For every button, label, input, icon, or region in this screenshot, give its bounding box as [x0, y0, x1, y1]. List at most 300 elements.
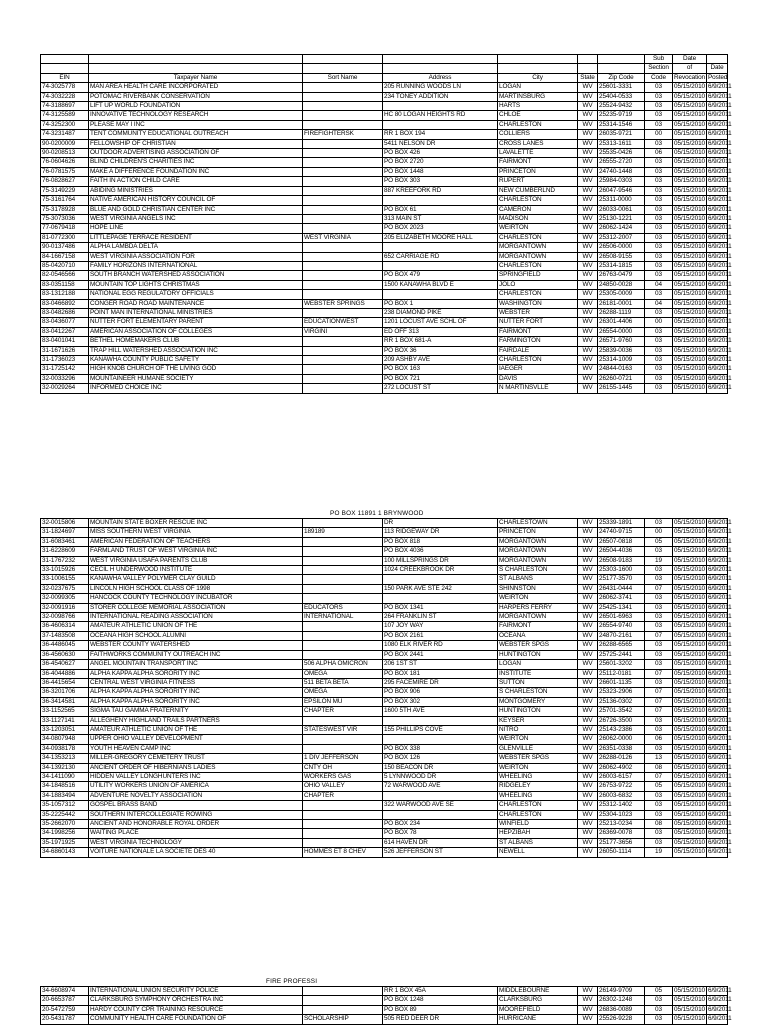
cell-taxpayer-name: ADVENTURE NOVELTY ASSOCIATION — [89, 791, 303, 800]
cell-ein: 20-5431787 — [41, 1015, 89, 1024]
table-row — [41, 678, 728, 687]
cell-address — [383, 810, 498, 819]
cell-ein: 36-4540627 — [41, 660, 89, 669]
cell-posted-date: 6/9/2011 — [708, 120, 732, 128]
cell-state: WV — [578, 669, 598, 678]
cell-revocation-date: 05/15/2010 — [674, 102, 705, 110]
cell-sort-name: EPSILON MU — [303, 697, 383, 706]
table-row — [41, 280, 728, 289]
cell-posted-date: 6/9/2011 — [708, 308, 732, 316]
cell-address: 5 LYNNWOOD DR — [383, 772, 498, 781]
cell-posted-date: 6/9/2011 — [708, 707, 732, 715]
cell-zip-code: 24870-2161 — [598, 631, 645, 640]
cell-ein: 74-3025778 — [41, 83, 89, 92]
cell-taxpayer-name: ALPHA KAPPA ALPHA SORORITY INC — [89, 669, 303, 678]
cell-state: WV — [578, 810, 598, 819]
cell-sort-name — [303, 566, 383, 575]
cell-taxpayer-name: AMATEUR ATHLETIC UNION OF THE — [89, 725, 303, 734]
cell-taxpayer-name: LITTLEPAGE TERRACE RESIDENT — [89, 233, 303, 242]
cell-code: 03 — [645, 374, 673, 383]
cell-ein: 31-1824697 — [41, 528, 89, 537]
cell-city: WASHINGTON — [498, 299, 578, 308]
cell-state: WV — [578, 83, 598, 92]
cell-zip-code: 25404-0533 — [598, 92, 645, 101]
cell-posted-date: 6/9/2011 — [708, 252, 732, 260]
cell-address: PO BOX 4036 — [383, 547, 498, 556]
cell-zip-code: 26506-0000 — [598, 243, 645, 252]
cell-sort-name — [303, 594, 383, 603]
cell-city: HARPERS FERRY — [498, 603, 578, 612]
cell-address: 234 TONEY ADDITION — [383, 92, 498, 101]
cell-taxpayer-name: ANCIENT ORDER OF HIBERNIANS LADIES — [89, 763, 303, 772]
cell-address: 614 HAVEN DR — [383, 838, 498, 847]
cell-ein: 83-0482686 — [41, 308, 89, 317]
cell-city: NUTTER FORT — [498, 318, 578, 327]
cell-sort-name: OHIO VALLEY — [303, 782, 383, 791]
cell-ein: 74-3231487 — [41, 130, 89, 139]
cell-revocation-date: 05/15/2010 — [674, 318, 705, 326]
cell-address: 205 RUNNING WOODS LN — [383, 83, 498, 92]
cell-taxpayer-name: FELLOWSHIP OF CHRISTIAN — [89, 139, 303, 148]
cell-ein: 83-0412267 — [41, 327, 89, 336]
cell-address: 887 KREEFORK RD — [383, 186, 498, 195]
cell-state: WV — [578, 566, 598, 575]
cell-taxpayer-name: MISS SOUTHERN WEST VIRGINIA — [89, 528, 303, 537]
cell-state: WV — [578, 996, 598, 1005]
cell-ein: 34-1998256 — [41, 829, 89, 838]
cell-posted-date: 6/9/2011 — [708, 139, 732, 147]
cell-posted-date: 6/9/2011 — [708, 594, 732, 602]
header-date2: Date — [707, 64, 728, 73]
cell-state: WV — [578, 1015, 598, 1024]
cell-ein: 84-1667158 — [41, 252, 89, 261]
cell-sort-name — [303, 575, 383, 584]
cell-ein: 32-0098766 — [41, 613, 89, 622]
cell-revocation-date: 05/15/2010 — [674, 594, 705, 602]
cell-posted-date: 6/9/2011 — [708, 365, 732, 373]
cell-ein: 81-0772300 — [41, 233, 89, 242]
cell-zip-code: 26601-1135 — [598, 678, 645, 687]
cell-ein: 36-3201706 — [41, 688, 89, 697]
cell-address: PO BOX 181 — [383, 669, 498, 678]
cell-state: WV — [578, 214, 598, 223]
cell-city: SPRINGFIELD — [498, 271, 578, 280]
cell-address: PO BOX 426 — [383, 149, 498, 158]
cell-zip-code: 26351-0338 — [598, 744, 645, 753]
cell-revocation-date: 05/15/2010 — [674, 697, 705, 705]
cell-code: 03 — [645, 810, 673, 819]
cell-revocation-date: 05/15/2010 — [674, 603, 705, 611]
table-row — [41, 996, 728, 1005]
cell-code: 06 — [645, 735, 673, 744]
cell-address: PO BOX 1248 — [383, 996, 498, 1005]
table-row — [41, 763, 728, 772]
cell-ein: 34-6860143 — [41, 848, 89, 857]
table-row — [41, 196, 728, 205]
cell-posted-date: 6/9/2011 — [708, 575, 732, 583]
cell-city: MORGANTOWN — [498, 252, 578, 261]
cell-taxpayer-name: SOUTHERN INTERCOLLEGIATE ROWING — [89, 810, 303, 819]
cell-taxpayer-name: AMATEUR ATHLETIC UNION OF THE — [89, 622, 303, 631]
cell-zip-code: 25725-2441 — [598, 650, 645, 659]
cell-sort-name — [303, 186, 383, 195]
cell-sort-name — [303, 158, 383, 167]
cell-ein: 83-0351158 — [41, 280, 89, 289]
cell-code: 03 — [645, 102, 673, 111]
cell-ein: 20-6653787 — [41, 996, 89, 1005]
cell-zip-code: 25136-0302 — [598, 697, 645, 706]
cell-ein: 31-1736023 — [41, 356, 89, 365]
cell-address: PO BOX 302 — [383, 697, 498, 706]
cell-revocation-date: 05/15/2010 — [674, 537, 705, 545]
cell-zip-code: 26508-9155 — [598, 252, 645, 261]
cell-revocation-date: 05/15/2010 — [674, 519, 705, 526]
cell-state: WV — [578, 763, 598, 772]
cell-ein: 34-1392130 — [41, 763, 89, 772]
cell-code: 07 — [645, 707, 673, 716]
table-row — [41, 987, 728, 996]
cell-city: OCEANA — [498, 631, 578, 640]
cell-taxpayer-name: BLIND CHILDREN'S CHARITIES INC — [89, 158, 303, 167]
cell-state: WV — [578, 252, 598, 261]
cell-state: WV — [578, 678, 598, 687]
cell-revocation-date: 05/15/2010 — [674, 120, 705, 128]
table-row — [41, 299, 728, 308]
cell-revocation-date: 05/15/2010 — [674, 337, 705, 345]
cell-ein: 20-5472759 — [41, 1005, 89, 1014]
table-row — [41, 1005, 728, 1014]
cell-revocation-date: 05/15/2010 — [674, 782, 705, 790]
cell-taxpayer-name: INTERNATIONAL READING ASSOCIATION — [89, 613, 303, 622]
cell-zip-code: 25177-3570 — [598, 575, 645, 584]
table-row — [41, 801, 728, 810]
table-row — [41, 735, 728, 744]
cell-sort-name: STATESWEST VIR — [303, 725, 383, 734]
cell-ein: 76-0604626 — [41, 158, 89, 167]
cell-ein: 76-0828627 — [41, 177, 89, 186]
cell-sort-name — [303, 252, 383, 261]
cell-state: WV — [578, 641, 598, 650]
cell-address — [383, 120, 498, 129]
cell-revocation-date: 05/15/2010 — [674, 575, 705, 583]
cell-state: WV — [578, 688, 598, 697]
cell-ein: 36-3414581 — [41, 697, 89, 706]
table-row — [41, 660, 728, 669]
cell-address: PO BOX 1341 — [383, 603, 498, 612]
table-row — [41, 566, 728, 575]
cell-ein: 33-1152565 — [41, 707, 89, 716]
cell-posted-date: 6/9/2011 — [708, 205, 732, 213]
table-row — [41, 848, 728, 857]
cell-city: LAVALETTE — [498, 149, 578, 158]
cell-code: 19 — [645, 848, 673, 857]
cell-zip-code: 26507-0818 — [598, 537, 645, 546]
cell-sort-name: WEBSTER SPRINGS — [303, 299, 383, 308]
cell-code: 03 — [645, 205, 673, 214]
cell-taxpayer-name: MOUNTAIN STATE BOXER RESCUE INC — [89, 519, 303, 528]
cell-code: 03 — [645, 252, 673, 261]
cell-posted-date: 6/9/2011 — [708, 528, 732, 536]
cell-taxpayer-name: CENTRAL WEST VIRGINIA FITNESS — [89, 678, 303, 687]
cell-zip-code: 25112-0181 — [598, 669, 645, 678]
cell-code: 03 — [645, 650, 673, 659]
cell-state: WV — [578, 92, 598, 101]
table-row — [41, 613, 728, 622]
revocation-table-3 — [40, 986, 732, 1025]
cell-taxpayer-name: AMERICAN FEDERATION OF TEACHERS — [89, 537, 303, 546]
cell-city: SHINNSTON — [498, 584, 578, 593]
cell-posted-date: 6/9/2011 — [708, 725, 732, 733]
cell-sort-name — [303, 111, 383, 120]
cell-sort-name — [303, 280, 383, 289]
cell-revocation-date: 05/15/2010 — [674, 584, 705, 592]
cell-zip-code: 26033-0061 — [598, 205, 645, 214]
cell-sort-name — [303, 519, 383, 528]
cell-code: 03 — [645, 290, 673, 299]
table-row — [41, 641, 728, 650]
col-header-revocation: Revocation — [674, 73, 705, 81]
cell-code: 05 — [645, 782, 673, 791]
cell-state: WV — [578, 697, 598, 706]
cell-state: WV — [578, 622, 598, 631]
cell-state: WV — [578, 575, 598, 584]
cell-address — [383, 716, 498, 725]
cell-state: WV — [578, 820, 598, 829]
cell-posted-date: 6/9/2011 — [708, 669, 732, 677]
col-header-address: Address — [383, 73, 498, 82]
cell-revocation-date: 05/15/2010 — [674, 650, 705, 658]
cell-sort-name — [303, 1005, 383, 1014]
cell-posted-date: 6/9/2011 — [708, 1005, 732, 1013]
cell-posted-date: 6/9/2011 — [708, 584, 732, 592]
cell-revocation-date: 05/15/2010 — [674, 167, 705, 175]
cell-code: 03 — [645, 801, 673, 810]
cell-address: 238 DIAMOND PIKE — [383, 308, 498, 317]
cell-posted-date: 6/9/2011 — [708, 566, 732, 574]
cell-zip-code: 25323-2906 — [598, 688, 645, 697]
cell-posted-date: 6/9/2011 — [708, 177, 732, 185]
cell-taxpayer-name: WEBSTER COUNTY WATERSHED — [89, 641, 303, 650]
cell-code: 03 — [645, 660, 673, 669]
cell-taxpayer-name: INTERNATIONAL UNION SECURITY POLICE — [89, 987, 303, 996]
header-row-cols — [41, 73, 728, 82]
cell-ein: 34-0938178 — [41, 744, 89, 753]
cell-state: WV — [578, 660, 598, 669]
cell-zip-code: 25601-3202 — [598, 660, 645, 669]
cell-taxpayer-name: NUTTER FORT ELEMENTARY PARENT — [89, 318, 303, 327]
cell-revocation-date: 05/15/2010 — [674, 139, 705, 147]
cell-city: S CHARLESTON — [498, 566, 578, 575]
cell-address: PO BOX 61 — [383, 205, 498, 214]
cell-sort-name — [303, 196, 383, 205]
cell-city: FAIRDALE — [498, 346, 578, 355]
cell-address: PO BOX 36 — [383, 346, 498, 355]
cell-taxpayer-name: FAMILY HORIZONS INTERNATIONAL — [89, 261, 303, 270]
cell-city: S CHARLESTON — [498, 688, 578, 697]
cell-state: WV — [578, 744, 598, 753]
cell-zip-code: 25311-0000 — [598, 196, 645, 205]
cell-ein: 35-1057312 — [41, 801, 89, 810]
cell-code: 03 — [645, 791, 673, 800]
cell-zip-code: 25524-9432 — [598, 102, 645, 111]
cell-state: WV — [578, 243, 598, 252]
cell-city: FAIRMONT — [498, 327, 578, 336]
table-row — [41, 791, 728, 800]
cell-sort-name — [303, 631, 383, 640]
cell-zip-code: 25339-1891 — [598, 519, 645, 528]
cell-taxpayer-name: HANCOCK COUNTY TECHNOLOGY INCUBATOR — [89, 594, 303, 603]
cell-city: DAVIS — [498, 374, 578, 383]
cell-address: PO BOX 126 — [383, 754, 498, 763]
cell-state: WV — [578, 716, 598, 725]
cell-posted-date: 6/9/2011 — [708, 224, 732, 232]
cell-code: 03 — [645, 575, 673, 584]
cell-posted-date: 6/9/2011 — [708, 782, 732, 790]
cell-city: SUTTON — [498, 678, 578, 687]
cell-revocation-date: 05/15/2010 — [674, 528, 705, 536]
cell-ein: 74-3125589 — [41, 111, 89, 120]
cell-code: 03 — [645, 519, 673, 528]
table-body-1 — [41, 83, 732, 393]
cell-address: PO BOX 303 — [383, 177, 498, 186]
cell-taxpayer-name: POTOMAC RIVERBANK CONSERVATION — [89, 92, 303, 101]
cell-address: 72 WARWOOD AVE — [383, 782, 498, 791]
cell-city: WINFIELD — [498, 820, 578, 829]
cell-zip-code: 26753-9722 — [598, 782, 645, 791]
cell-taxpayer-name: MAKE A DIFFERENCE FOUNDATION INC — [89, 167, 303, 176]
cell-taxpayer-name: HOPE LINE — [89, 224, 303, 233]
cell-zip-code: 25535-0426 — [598, 149, 645, 158]
cell-sort-name: VIRGINI — [303, 327, 383, 336]
cell-taxpayer-name: LINCOLN HIGH SCHOOL CLASS OF 1998 — [89, 584, 303, 593]
cell-posted-date: 6/9/2011 — [708, 214, 732, 222]
cell-taxpayer-name: NATIVE AMERICAN HISTORY COUNCIL OF — [89, 196, 303, 205]
cell-city: PRINCETON — [498, 167, 578, 176]
cell-sort-name — [303, 829, 383, 838]
cell-code: 03 — [645, 566, 673, 575]
cell-sort-name: 1 DIV JEFFERSON — [303, 754, 383, 763]
cell-city: MONTGOMERY — [498, 697, 578, 706]
table-body-2 — [41, 519, 732, 858]
cell-sort-name — [303, 365, 383, 374]
cell-code: 07 — [645, 772, 673, 781]
cell-code: 03 — [645, 196, 673, 205]
cell-taxpayer-name: MOUNTAINEER HUMANE SOCIETY — [89, 374, 303, 383]
cell-posted-date: 6/9/2011 — [708, 987, 732, 994]
cell-ein: 76-0781575 — [41, 167, 89, 176]
cell-taxpayer-name: SOUTH BRANCH WATERSHED ASSOCIATION — [89, 271, 303, 280]
cell-ein: 32-0033296 — [41, 374, 89, 383]
cell-city: CHARLESTOWN — [498, 519, 578, 528]
cell-ein: 33-1006155 — [41, 575, 89, 584]
cell-ein: 32-0237675 — [41, 584, 89, 593]
table-row — [41, 243, 728, 252]
cell-zip-code: 26571-9760 — [598, 337, 645, 346]
cell-revocation-date: 05/15/2010 — [674, 252, 705, 260]
cell-sort-name — [303, 308, 383, 317]
cell-zip-code: 25984-0303 — [598, 177, 645, 186]
cell-ein: 77-0679418 — [41, 224, 89, 233]
cell-state: WV — [578, 801, 598, 810]
cell-revocation-date: 05/15/2010 — [674, 669, 705, 677]
cell-city: JOLO — [498, 280, 578, 289]
cell-ein: 31-6083461 — [41, 537, 89, 546]
cell-taxpayer-name: KANAWHA COUNTY PUBLIC SAFETY — [89, 356, 303, 365]
cell-ein: 75-3178928 — [41, 205, 89, 214]
cell-revocation-date: 05/15/2010 — [674, 641, 705, 649]
cell-taxpayer-name: ALPHA KAPPA ALPHA SORORITY INC — [89, 688, 303, 697]
cell-revocation-date: 05/15/2010 — [674, 566, 705, 574]
table-row — [41, 820, 728, 829]
cell-city: LOGAN — [498, 83, 578, 92]
cell-state: WV — [578, 365, 598, 374]
col-header-city: City — [498, 73, 578, 82]
cell-city: NEW CUMBERLND — [498, 186, 578, 195]
cell-zip-code: 24740-1448 — [598, 167, 645, 176]
cell-ein: 85-0420710 — [41, 261, 89, 270]
cell-ein: 34-6608974 — [41, 987, 89, 996]
cell-sort-name — [303, 650, 383, 659]
table-row — [41, 327, 728, 336]
cell-ein: 74-3188697 — [41, 102, 89, 111]
cell-sort-name — [303, 149, 383, 158]
cell-state: WV — [578, 374, 598, 383]
cell-code: 03 — [645, 92, 673, 101]
cell-city: MORGANTOWN — [498, 537, 578, 546]
cell-state: WV — [578, 177, 598, 186]
cell-sort-name — [303, 716, 383, 725]
cell-revocation-date: 05/15/2010 — [674, 829, 705, 837]
cell-ein: 31-1671626 — [41, 346, 89, 355]
cell-address: 505 RED DEER DR — [383, 1015, 498, 1024]
cell-address: 1201 LOCUST AVE SCHL OF — [383, 318, 498, 327]
cell-zip-code: 26369-0078 — [598, 829, 645, 838]
cell-taxpayer-name: WEST VIRGINIA TECHNOLOGY — [89, 838, 303, 847]
cell-address: PO BOX 2441 — [383, 650, 498, 659]
cell-state: WV — [578, 318, 598, 327]
cell-code: 03 — [645, 547, 673, 556]
cell-address: RR 1 BOX 45A — [383, 987, 498, 996]
cell-zip-code: 25314-1815 — [598, 261, 645, 270]
cell-posted-date: 6/9/2011 — [708, 848, 732, 856]
cell-code: 03 — [645, 641, 673, 650]
cell-code: 00 — [645, 318, 673, 327]
cell-revocation-date: 05/15/2010 — [674, 754, 705, 762]
table-row — [41, 772, 728, 781]
cell-revocation-date: 05/15/2010 — [674, 707, 705, 715]
cell-taxpayer-name: HARDY COUNTY CPR TRAINING RESOURCE — [89, 1005, 303, 1014]
cell-sort-name: INTERNATIONAL — [303, 613, 383, 622]
cell-taxpayer-name: MAN AREA HEALTH CARE INCORPORATED — [89, 83, 303, 92]
cell-city: ST ALBANS — [498, 838, 578, 847]
cell-zip-code: 25314-1009 — [598, 356, 645, 365]
table-row — [41, 120, 728, 129]
cell-code: 03 — [645, 744, 673, 753]
cell-zip-code: 26050-1114 — [598, 848, 645, 857]
cell-posted-date: 6/9/2011 — [708, 810, 732, 818]
cell-state: WV — [578, 337, 598, 346]
cell-address — [383, 196, 498, 205]
cell-code: 03 — [645, 158, 673, 167]
cell-revocation-date: 05/15/2010 — [674, 763, 705, 771]
cell-posted-date: 6/9/2011 — [708, 280, 732, 288]
cell-revocation-date: 05/15/2010 — [674, 280, 705, 288]
cell-sort-name — [303, 290, 383, 299]
cell-taxpayer-name: NATIONAL EGG REGULATORY OFFICIALS — [89, 290, 303, 299]
cell-state: WV — [578, 547, 598, 556]
table-row — [41, 838, 728, 847]
cell-posted-date: 6/9/2011 — [708, 261, 732, 269]
